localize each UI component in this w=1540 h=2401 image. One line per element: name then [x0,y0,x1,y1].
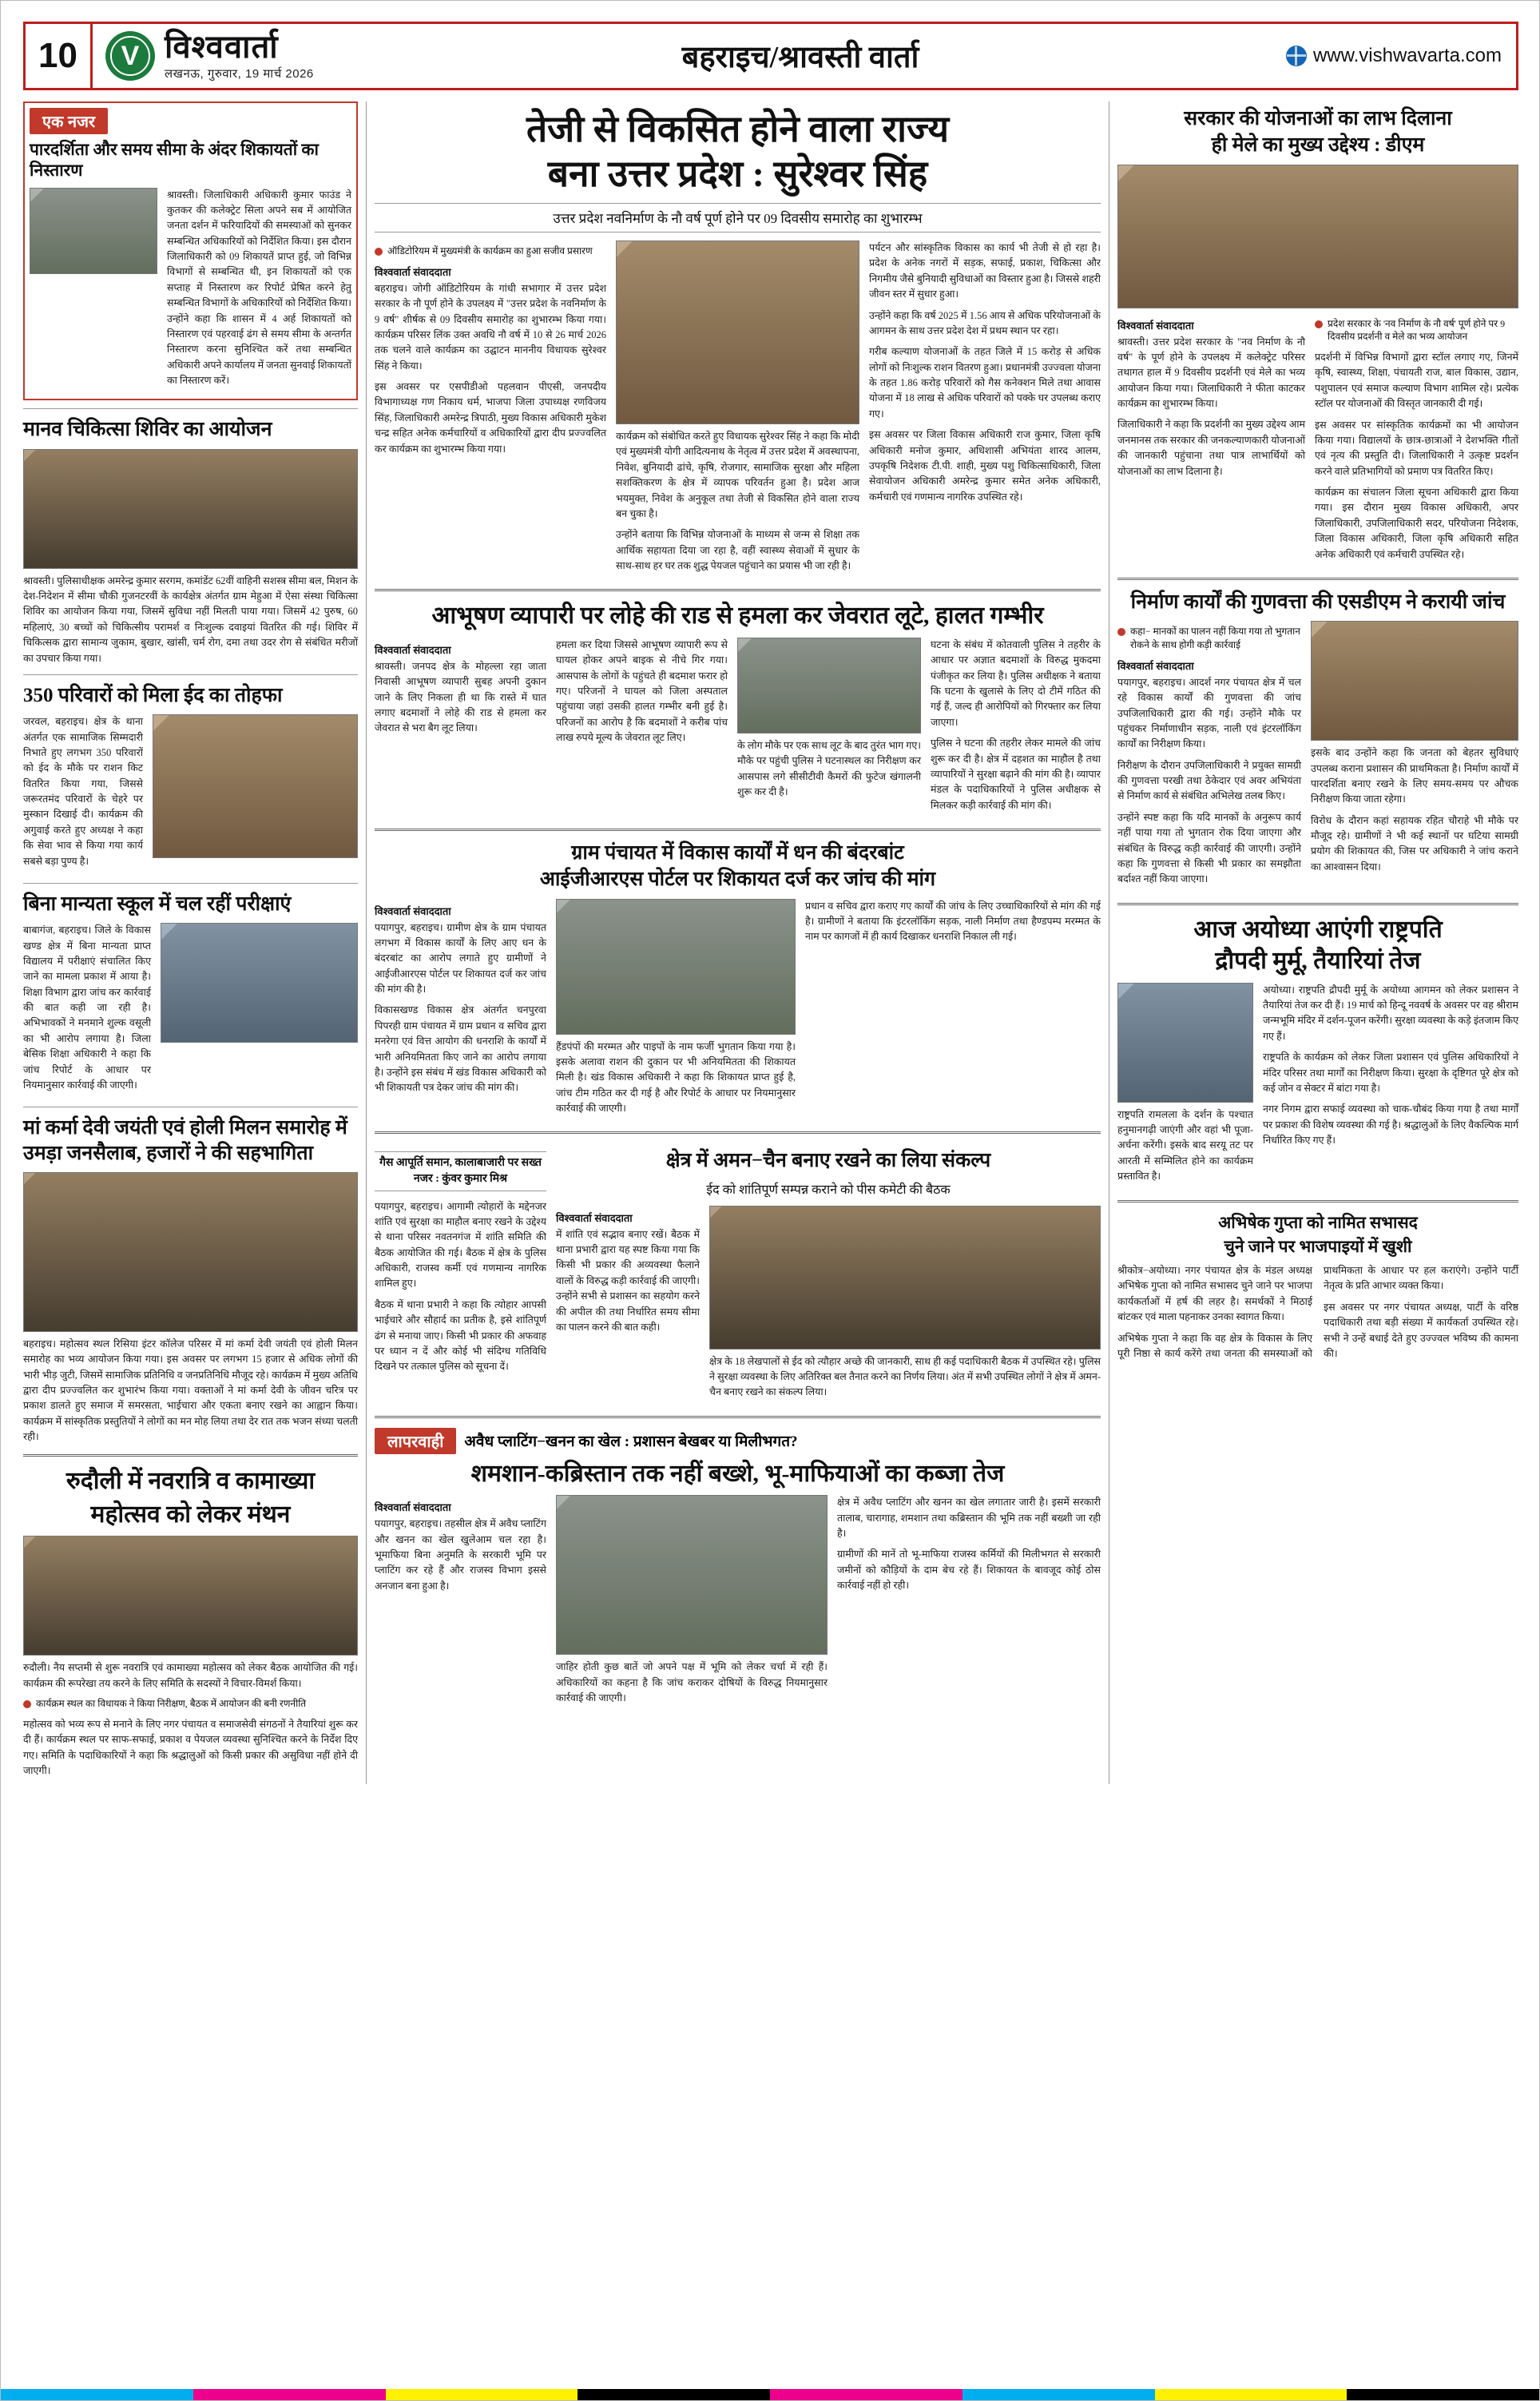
news1-body-lead: श्रावस्ती। जिलाधिकारी अधिकारी कुमार फाउंड ने कुतकर की कलेक्ट्रेट सिला अपने सब में आयोजित जनता दर्शन में फरियादियों की समस्याओं को सुनकर सम्बन्धित अधिकारियों को निर्देशित किया। इस दौरान जिलाधिकारी को 09 शिकायतें प्राप्त हुई, जो विभिन्न विभागों से सम्बन्धित थी, इन शिकायतों को एक सप्ताह में निस्तारण कर रिपोर्ट प्रेषित करने हेतु सम्बन्धित विभागों के अधिकारियों को निर्देशित किया। उन्होंने कहा कि शासन में 4 अर्ह शिकायतों को निस्तारण एवं पहरवाई ढंग से समय सीमा के अन्तर्गत निस्तारण करना सुनिश्चित करें तथा सम्बन्धित अधिकारी अपने कार्यालय में जनता सुनवाई शिकायतों का निस्तारण करें। [167,189,352,386]
column-right [1109,101,1518,1784]
news1-photo [30,188,157,274]
top-caption [1315,317,1518,344]
bullet-icon [23,1700,31,1708]
lead-byline: विश्ववार्ता संवाददाता [375,265,451,278]
column-left [23,101,367,1784]
reg-black [578,2389,770,2400]
lead-p5: इस अवसर पर जिला विकास अधिकारी राज कुमार, जिला कृषि अधिकारी मनोज कुमार, अधिशासी अभियंता शारद आलम, उपकृषि निदेशक टी.पी. शाही, मुख्य पशु चिकित्साधिकारी, जिला सेवायोजन अधिकारी अमरेन्द्र कुमार समेत अनेक अधिकारी, कर्मचारी एवं गणमान्य नागरिक उपस्थित रहे। [869,429,1101,503]
sdm-p5: विरोध के दौरान कहां सहायक रहित चौराहे भी मौके पर मौजूद रहे। ग्रामीणों ने भी कई स्थानों पर घटिया सामग्री प्रयोग की शिकायत की, जिस पर अधिकारी ने जांच कराने का आश्वासन दिया। [1311,814,1518,873]
top-p1: श्रावस्ती। उत्तर प्रदेश सरकार के "नव निर्माण के नौ वर्ष" के पूर्ण होने के उपलक्ष्य में कलेक्ट्रेट परिसर तथागत हाल में 9 दिवसीय प्रदर्शनी एवं मेले का भव्य आयोजन किया गया। जिलाधिकारी ने फीता काटकर कार्यक्रम का शुभारम्भ किया। [1117,336,1305,409]
attack-p2: हमला कर दिया जिससे आभूषण व्यापारी रूप से घायल होकर अपने बाइक से नीचे गिर गया। आसपास के लोगों के पहुंचते ही बदमाश फरार हो गए। परिजनों ने घायल को जिला अस्पताल पहुंचाया जहां उसकी हालत गम्भीर बनी हुई है। परिजनों का आरोप है कि बदमाशों ने करीब पांच लाख रुपये मूल्य के जेवरात लूट लिए। [556,638,728,744]
gupta-p2: अभिषेक गुप्ता ने कहा कि वह क्षेत्र के विकास के लिए पूरी निष्ठा से कार्य करेंगे तथा जनता की समस्याओं को प्राथमिकता के आधार पर हल कराएंगे। उन्होंने पार्टी नेतृत्व के प्रति आभार व्यक्त किया। [1117,1265,1518,1359]
lead-p8: गरीब कल्याण योजनाओं के तहत जिले में 15 करोड़ से अधिक लोगों को निःशुल्क राशन वितरण हुआ। प्रधानमंत्री उज्ज्वला योजना के तहत 1.86 करोड़ परिवारों को गैस कनेक्शन मिले तथा आवास योजना में 18 लाख से अधिक परिवारों को पक्के घर उपलब्ध कराए गए। [869,346,1101,419]
mafia-p2: क्षेत्र में अवैध प्लाटिंग और खनन का खेल लगातार जारी है। इसमें सरकारी तालाब, चारागाह, शमशान तथा कब्रिस्तान की भूमि तक नहीं बख्शी जा रही है। [837,1497,1101,1539]
top-headline-line2: ही मेले का मुख्य उद्देश्य : डीएम [1211,134,1425,157]
top-p3: प्रदर्शनी में विभिन्न विभागों द्वारा स्टॉल लगाए गए, जिनमें कृषि, स्वास्थ्य, शिक्षा, पंचायती राज, बाल विकास, उद्यान, पशुपालन एवं समाज कल्याण विभाग शामिल रहे। प्रत्येक स्टॉल पर योजनाओं की विस्तृत जानकारी दी गई। [1315,352,1518,410]
color-registration-bar [1,2389,1539,2400]
news3-photo [153,714,358,858]
bullet-icon [1315,320,1323,328]
gram-byline: विश्ववार्ता संवाददाता [375,904,451,917]
lead-headline-line2: बना उत्तर प्रदेश : सुरेश्वर सिंह [547,153,928,194]
sdm-headline: निर्माण कार्यों की गुणवत्ता की एसडीएम ने करायी जांच [1130,590,1506,613]
news5-headline: मां कर्मा देवी जयंती एवं होली मिलन समारोह में उमड़ा जनसैलाब, हजारों ने की सहभागिता [23,1117,347,1164]
rudauli-headline-line2: महोत्सव को लेकर मंथन [90,1501,291,1528]
president-photo [1117,983,1253,1103]
sdm-p2: निरीक्षण के दौरान उपजिलाधिकारी ने प्रयुक्त सामग्री की गुणवत्ता परखी तथा ठेकेदार एवं अवर अभियंता से निर्माण कार्य से संबंधित अभिलेख तलब किए। [1117,759,1301,802]
gupta-headline-line2: चुने जाने पर भाजपाइयों में खुशी [1224,1236,1412,1256]
brand-name: विश्ववार्ता [165,29,279,65]
mafia-byline: विश्ववार्ता संवाददाता [375,1501,451,1514]
ek-nazar-box [23,101,358,400]
section-title: बहराइच/श्रावस्ती वार्ता [681,41,919,74]
news5-photo [23,1172,358,1332]
top-byline: विश्ववार्ता संवाददाता [1117,319,1194,332]
sdm-p4: इसके बाद उन्होंने कहा कि जनता को बेहतर सुविधाएं उपलब्ध कराना प्रशासन की प्राथमिकता है। निर्माण कार्यों में पारदर्शिता बनाए रखने के लिए समय-समय पर औचक निरीक्षण किया जाता रहेगा। [1311,747,1518,805]
peace-p1: पयागपुर, बहराइच। आगामी त्योहारों के मद्देनजर शांति एवं सुरक्षा का माहौल बनाए रखने के उद्देश्य से थाना परिसर नवतनगंज में शांति समिति की बैठक आयोजित की गई। बैठक में क्षेत्र के पुलिस अधिकारी, राजस्व कर्मी एवं गणमान्य नागरिक शामिल हुए। [375,1200,546,1290]
website-url[interactable] [1165,45,1516,67]
top-headline-line1: सरकार की योजनाओं का लाभ दिलाना [1184,108,1452,129]
top-photo [1117,165,1518,308]
bullet-icon [1117,628,1125,636]
peace-p3: में शांति एवं सद्भाव बनाए रखें। बैठक में थाना प्रभारी द्वारा यह स्पष्ट किया गया कि किसी भी प्रकार की अव्यवस्था फैलाने वालों के विरुद्ध कड़ी कार्रवाई की जाएगी। उन्होंने सभी से प्रशासन का सहयोग करने की अपील की तथा निर्धारित समय सीमा का पालन करने की बात कही। [556,1228,700,1333]
reg-cyan [1,2389,193,2400]
masthead [23,22,1518,90]
lead-subhead: उत्तर प्रदेश नवनिर्माण के नौ वर्ष पूर्ण होने पर 09 दिवसीय समारोह का शुभारम्भ [375,203,1101,233]
sdm-subhead: कहा− मानकों का पालन नहीं किया गया तो भुगतान रोकने के साथ होगी कड़ी कार्रवाई [1130,626,1300,651]
gram-photo [556,899,796,1035]
president-headline-line2: द्रौपदी मुर्मू, तैयारियां तेज [1215,948,1421,975]
top-p4: इस अवसर पर सांस्कृतिक कार्यक्रमों का भी आयोजन किया गया। विद्यालयों के छात्र-छात्राओं ने देशभक्ति गीतों एवं नृत्य की प्रस्तुति दी। जिलाधिकारी ने उत्कृष्ट प्रदर्शन करने वाले प्रतिभागियों को प्रमाण पत्र वितरित किए। [1315,419,1518,477]
attack-byline: विश्ववार्ता संवाददाता [375,643,451,656]
peace-p2: बैठक में थाना प्रभारी ने कहा कि त्योहार आपसी भाईचारे और सौहार्द का प्रतीक है, इसे शांतिपूर्ण ढंग से मनाया जाए। किसी भी प्रकार की अफवाह पर ध्यान न दें और कोई भी संदिग्ध गतिविधि दिखने पर तत्काल पुलिस को सूचना दें। [375,1298,546,1373]
attack-p5: पुलिस ने घटना की तहरीर लेकर मामले की जांच शुरू कर दी है। क्षेत्र में दहशत का माहौल है तथा व्यापारियों ने सुरक्षा बढ़ाने की मांग की है। व्यापार मंडल के पदाधिकारियों ने पुलिस अधीक्षक से मिलकर कड़ी कार्रवाई की मांग की। [931,737,1101,811]
bullet-icon [375,248,383,256]
lead-p3: कार्यक्रम को संबोधित करते हुए विधायक सुरेश्वर सिंह ने कहा कि मोदी एवं मुख्यमंत्री योगी आदित्यनाथ के नेतृत्व में उत्तर प्रदेश में अवस्थापना, निवेश, बुनियादी ढांचे, कृषि, रोजगार, सामाजिक सुरक्षा और महिला सशक्तिकरण के क्षेत्र में व्यापक परिवर्तन हुआ है। प्रदेश आज भयमुक्त, निवेश के अनुकूल तथा तेजी से विकसित होने वाला राज्य बन चुका है। [616,431,859,519]
rudauli-caption [23,1697,358,1711]
reg-magenta [193,2389,386,2400]
gupta-headline-line1: अभिषेक गुप्ता को नामित सभासद [1218,1212,1418,1232]
lead-photo [616,240,859,424]
peace-headline: क्षेत्र में अमन−चैन बनाए रखने का लिया संकल्प [665,1150,991,1172]
gas-sub-head: गैस आपूर्ति समान, कालाबाजारी पर सख्त नजर : कुंवर कुमार मिश्र [379,1157,542,1185]
lead-p4: उन्होंने बताया कि विभिन्न योजनाओं के माध्यम से जन्म से शिक्षा तक आर्थिक सहायता दिया जा रहा है, वहीं स्वास्थ्य सेवाओं में सुधार के साथ-साथ हर घर तक शुद्ध पेयजल पहुंचाने का प्रयास भी जा रही है। [616,529,859,571]
peace-photo [709,1206,1101,1350]
rudauli-caption-text: कार्यक्रम स्थल का विधायक ने किया निरीक्षण, बैठक में आयोजन की बनी रणनीति [36,1698,307,1710]
reg-black-2 [1347,2389,1539,2400]
sdm-photo [1311,621,1518,741]
page-number: 10 [26,24,93,88]
rudauli-byline: रुदौली। नैय सप्तमी से शुरू नवरात्रि एवं कामाख्या महोत्सव को लेकर बैठक आयोजित की गई। कार्यक्रम की रूपरेखा तय करने के लिए समिति के सदस्यों ने विचार-विमर्श किया। [23,1662,358,1689]
lead-p6: पर्यटन और सांस्कृतिक विकास का कार्य भी तेजी से हो रहा है। प्रदेश के अनेक नगरों में सड़क, सफाई, प्रकाश, चिकित्सा और निगमीय जैसे बुनियादी सुविधाओं का विस्तार हुआ है। जिससे शहरी जीवन स्तर में सुधार हुआ। [869,242,1101,300]
top-p2: जिलाधिकारी ने कहा कि प्रदर्शनी का मुख्य उद्देश्य आम जनमानस तक सरकार की जनकल्याणकारी योजनाओं की जानकारी पहुंचाना तथा पात्र लाभार्थियों को योजनाओं का लाभ दिलाना है। [1117,419,1305,477]
mafia-p1: पयागपुर, बहराइच। तहसील क्षेत्र में अवैध प्लाटिंग और खनन का खेल खुलेआम चल रहा है। भूमाफिया बिना अनुमति के सरकारी भूमि पर प्लाटिंग कर रहे हैं और राजस्व विभाग इससे अनजान बना हुआ है। [375,1518,546,1592]
lead-p2: इस अवसर पर एसपीडीओ पहलवान पीएसी, जनपदीय विभागाध्यक्ष गण निकाय धर्म, भाजपा जिला उपाध्यक्ष रणविजय सिंह, जिलाधिकारी अमरेन्द्र त्रिपाठी, मुख्य विकास अधिकारी मुकेश चन्द्र सहित अनेक कर्मचारियों व अधिकारियों द्वारा दीप प्रज्ज्वलित कर कार्यक्रम का शुभारम्भ किया गया। [375,381,606,455]
attack-p3: के लोग मौके पर एक साथ लूट के बाद तुरंत भाग गए। मौके पर पहुंची पुलिस ने घटनास्थल का निरीक्षण कर आसपास लगे सीसीटीवी कैमरों की फुटेज खंगालनी शुरू कर दी है। [737,739,921,797]
gram-headline-line2: आईजीआरएस पोर्टल पर शिकायत दर्ज कर जांच की मांग [539,869,936,891]
reg-yellow-2 [1155,2389,1348,2400]
attack-p4: घटना के संबंध में कोतवाली पुलिस ने तहरीर के आधार पर अज्ञात बदमाशों के विरुद्ध मुकदमा पंजीकृत कर लिया है। पुलिस अधीक्षक ने बताया कि घटना के खुलासे के लिए दो टीमें गठित की गई हैं, जल्द ही आरोपियों को गिरफ्तार कर लिया जाएगा। [931,638,1101,728]
rudauli-photo [23,1536,358,1656]
lead-p1: बहराइच। जोगी ऑडिटोरियम के गांधी सभागार में उत्तर प्रदेश सरकार के नौ पूर्ण होने के उपलक्ष्य में "उत्तर प्रदेश के नवनिर्माण के 9 वर्ष" शीर्षक से 09 दिवसीय समारोह का शुभारम्भ किया गया। कार्यक्रम परिसर लिंक उक्त अवधि नौ वर्ष में 10 से 26 मार्च 2026 तक चलने वाले कार्यक्रम का उद्घाटन माननीय विधायक सुरेश्वर सिंह ने किया। [375,282,606,372]
news3-headline: 350 परिवारों को मिला ईद का तोहफा [23,684,283,706]
reg-cyan-2 [963,2389,1155,2400]
president-p3: नगर निगम द्वारा सफाई व्यवस्था को चाक-चौबंद किया गया है तथा मार्गों पर प्रकाश की विशेष व्यवस्था की गई है। श्रद्धालुओं के लिए वैकल्पिक मार्ग निर्धारित किए गए हैं। [1263,1103,1518,1147]
gupta-p1: श्रीकोत्र−अयोध्या। नगर पंचायत क्षेत्र के मंडल अध्यक्ष अभिषेक गुप्ता को नामित सभासद चुने जाने पर भाजपा कार्यकर्ताओं में हर्ष की लहर है। समर्थकों ने मिठाई बांटकर एवं माला पहनाकर उनका स्वागत किया। [1117,1265,1312,1323]
news4-photo [161,923,358,1043]
sdm-byline: विश्ववार्ता संवाददाता [1117,659,1194,672]
news4-body: बाबागंज, बहराइच। जिले के विकास खण्ड क्षेत्र में बिना मान्यता प्राप्त विद्यालय में परीक्षाएं संचालित किए जाने का मामला प्रकाश में आया है। शिक्षा विभाग द्वारा जांच कर कार्रवाई की बात कही जा रही है। अभिभावकों ने मनमाने शुल्क वसूली का भी आरोप लगाया है। जिला बेसिक शिक्षा अधिकारी ने कहा कि जांच रिपोर्ट के आधार पर नियमानुसार कार्रवाई की जाएगी। [23,924,151,1091]
careless-subhead: अवैध प्लाटिंग−खनन का खेल : प्रशासन बेखबर या मिलीभगत? [464,1433,798,1451]
website-text: www.vishwavarta.com [1312,45,1502,66]
reg-magenta-2 [770,2389,963,2400]
column-center [367,101,1109,1784]
news2-headline: मानव चिकित्सा शिविर का आयोजन [23,419,272,441]
logo-block [93,30,436,81]
lead-headline-line1: तेजी से विकसित होने वाला राज्य [526,109,950,149]
top-caption-text: प्रदेश सरकार के 'नव निर्माण के नौ वर्ष' पूर्ण होने पर 9 दिवसीय प्रदर्शनी व मेले का भव्य आयोजन [1328,317,1506,343]
vishwavarta-logo-icon: V [105,31,155,81]
reg-yellow [386,2389,578,2400]
ek-nazar-tag: एक नजर [30,108,108,134]
president-p2: राष्ट्रपति रामलला के दर्शन के पश्चात हनुमानगढ़ी जाएंगी और वहां भी पूजा-अर्चना करेंगी। इसके बाद सरयू तट पर आरती में सम्मिलित होने का कार्यक्रम प्रस्तावित है। [1117,1108,1253,1183]
news4-headline: बिना मान्यता स्कूल में चल रहीं परीक्षाएं [23,892,292,915]
attack-headline: आभूषण व्यापारी पर लोहे की राड से हमला कर जेवरात लूटे, हालत गम्भीर [431,602,1044,630]
sdm-caption [1117,625,1301,652]
news3-body: जरवल, बहराइच। क्षेत्र के थाना अंतर्गत एक सामाजिक सिम्मदारी निभाते हुए लगभग 350 परिवारों को ईद के मौके पर राशन किट वितरित किया गया, जिससे जरूरतमंद परिवारों के चेहरे पर मुस्कान दिखाई दी। कार्यक्रम की अगुवाई करते हुए अध्यक्ष ने कहा कि सेवा भाव से किया गया कार्य सबसे बड़ा पुण्य है। [23,716,143,867]
gram-p3: प्रधान व सचिव द्वारा कराए गए कार्यों की जांच के लिए उच्चाधिकारियों से मांग की गई है। ग्रामीणों ने बताया कि इंटरलॉकिंग सड़क, नाली निर्माण तथा हैण्डपम्प मरम्मत के नाम पर कागजों में ही कार्य दिखाकर धनराशि निकाल ली गई। [805,900,1101,943]
mafia-headline: शमशान-कब्रिस्तान तक नहीं बख्शे, भू-माफियाओं का कब्जा तेज [470,1460,1005,1487]
attack-photo [737,638,921,733]
news5-body: बहराइच। महोत्सव स्थल रिसिया इंटर कॉलेज परिसर में मां कर्मा देवी जयंती एवं होली मिलन समारोह का भव्य आयोजन किया गया। इस अवसर पर लगभग 15 हजार से अधिक लोगों की भारी भीड़ जुटी, जिसमें सामाजिक प्रतिनिधि व जनप्रतिनिधि मौजूद रहे। कार्यक्रम में मुख्य अतिथि द्वारा दीप प्रज्ज्वलित कर शुभारंभ किया गया। वक्ताओं ने मां कर्मा देवी के जीवन चरित्र पर प्रकाश डालते हुए समाज में समरसता, भाईचारा और एकता बनाए रखने का आह्वान किया। कार्यक्रम में सांस्कृतिक प्रस्तुतियों ने लोगों का मन मोह लिया तथा देर रात तक भजन संध्या चलती रही। [23,1338,358,1442]
careless-tag: लापरवाही [375,1428,456,1454]
gram-p4: हैंडपंपों की मरम्मत और पाइपों के नाम फर्जी भुगतान किया गया है। इसके अलावा राशन की दुकान पर भी अनियमितता की शिकायत मिली है। खंड विकास अधिकारी ने कहा कि शिकायत प्राप्त हुई है, जांच टीम गठित कर दी गई है और रिपोर्ट के आधार पर नियमानुसार कार्रवाई की जाएगी। [556,1040,796,1114]
news2-body: श्रावस्ती। पुलिसाधीक्षक अमरेन्द्र कुमार सरगम, कमांडेंट 62वीं वाहिनी सशस्त्र सीमा बल, मिशन के देश-निदेशन में सीमा चौकी गुजनटरवीं के कार्यक्षेत्र अंतर्गत ग्राम मेहुआ में ऐसा संस्था चिकित्सा शिविर का आयोजन किया गया, जिसमें सुविधा नहीं मिलती पाया गया। जिसमें 42 पुरुष, 60 महिलाएं, 30 बच्चों को चिकित्सीय परामर्श व निःशुल्क दवाइयां वितरित की गई। शिविर में चिकित्सक द्वारा सामान्य जुकाम, बुखार, खांसी, चर्म रोग, दमा तथा उदर रोग से संबंधित मरीजों का उपचार किया गया। [23,574,358,664]
mafia-photo [556,1495,828,1655]
lead-caption-text: ऑडिटोरियम में मुख्यमंत्री के कार्यक्रम का हुआ सजीव प्रसारण [387,245,593,256]
sdm-p3: उन्होंने स्पष्ट कहा कि यदि मानकों के अनुरूप कार्य नहीं पाया गया तो भुगतान रोक दिया जाएगा और संबंधित के विरुद्ध कड़ी कार्रवाई की जाएगी। उन्होंने कहा कि गुणवत्ता से किसी भी प्रकार का समझौता बर्दाश्त नहीं किया जाएगा। [1117,811,1301,885]
globe-icon [1286,46,1307,66]
edition-line: लखनऊ, गुरुवार, 19 मार्च 2026 [165,67,314,81]
lead-p7: उन्होंने कहा कि वर्ष 2025 में 1.56 आय से अधिक परियोजनाओं के आगमन के साथ उत्तर प्रदेश देश में प्रथम स्थान पर रहा। [869,309,1101,336]
peace-subhead: ईद को शांतिपूर्ण सम्पन्न कराने को पीस कमेटी की बैठक [706,1183,951,1197]
page-body [23,101,1518,1784]
news2-photo [23,449,358,569]
gram-p2: विकासखण्ड विकास क्षेत्र अंतर्गत चनपुरवा पिपरही ग्राम पंचायत में ग्राम प्रधान व सचिव द्वारा मनरेगा एवं वित्त आयोग की धनराशि के कार्यों में भारी अनियमितता किए जाने का आरोप लगाया है। उन्होंने इस संबंध में खंड विकास अधिकारी को भी शिकायती पत्र देकर जांच की मांग की। [375,1004,546,1094]
mafia-p4: जाहिर होती कुछ बातें जो अपने पक्ष में भूमि को लेकर चर्चा में रही हैं। अधिकारियों का कहना है कि जांच कराकर दोषियों के विरुद्ध नियमानुसार कार्रवाई की जाएगी। [556,1661,828,1703]
peace-byline: विश्ववार्ता संवाददाता [556,1211,633,1224]
rudauli-headline-line1: रुदौली में नवरात्रि व कामाख्या [65,1468,316,1495]
gram-headline-line1: ग्राम पंचायत में विकास कार्यों में धन की बंदरबांट [571,842,904,864]
president-headline-line1: आज अयोध्या आएंगी राष्ट्रपति [1193,916,1443,943]
attack-p1: श्रावस्ती। जनपद क्षेत्र के मोहल्ला रहा जाता निवासी आभूषण व्यापारी सुबह अपनी दुकान जाने के लिए निकला ही था कि रास्ते में घात लगाए बदमाशों ने लोहे की राड से हमला कर जेवरात से भरा बैग लूट लिया। [375,660,546,734]
rudauli-body: महोत्सव को भव्य रूप से मनाने के लिए नगर पंचायत व समाजसेवी संगठनों ने तैयारियां शुरू कर दी हैं। कार्यक्रम स्थल पर साफ-सफाई, प्रकाश व पेयजल व्यवस्था सुनिश्चित करने के निर्देश दिए गए। समिति के पदाधिकारियों ने कहा कि श्रद्धालुओं को किसी प्रकार की असुविधा नहीं होने दी जाएगी। [23,1718,358,1777]
top-p5: कार्यक्रम का संचालन जिला सूचना अधिकारी द्वारा किया गया। इस दौरान मुख्य विकास अधिकारी, अपर जिलाधिकारी, उपजिलाधिकारी सदर, परियोजना निदेशक, जिला विकास अधिकारी, जिला कृषि अधिकारी सहित अनेक अधिकारी एवं कर्मचारी उपस्थित रहे। [1315,487,1518,560]
gram-p1: पयागपुर, बहराइच। ग्रामीण क्षेत्र के ग्राम पंचायत लगभग में विकास कार्यों के लिए आए धन के बंदरबांट का आरोप लगाते हुए ग्रामीणों ने आईजीआरएस पोर्टल पर शिकायत दर्ज कर जांच की मांग की है। [375,921,546,995]
peace-p4: क्षेत्र के 18 लेखपालों से ईद को त्यौहार अच्छे की जानकारी, साथ ही कई पदाधिकारी बैठक में उपस्थित रहे। पुलिस ने सुरक्षा व्यवस्था के लिए अतिरिक्त बल तैनात करने का निर्णय लिया। अंत में सभी उपस्थित लोगों ने क्षेत्र में अमन-चैन बनाए रखने का संकल्प लिया। [709,1355,1101,1398]
lead-caption [375,244,606,258]
president-byline: अयोध्या। राष्ट्रपति द्रौपदी मुर्मू के अयोध्या आगमन को लेकर प्रशासन ने तैयारियां तेज कर दी हैं। 19 मार्च को हिन्दू नववर्ष के अवसर पर वह श्रीराम जन्मभूमि मंदिर में दर्शन-पूजन करेंगी। सुरक्षा व्यवस्था के कड़े इंतजाम किए गए हैं। [1263,984,1518,1042]
president-p1: राष्ट्रपति के कार्यक्रम को लेकर जिला प्रशासन एवं पुलिस अधिकारियों ने मंदिर परिसर तथा मार्गों का निरीक्षण किया। सुरक्षा के दृष्टिगत पूरे क्षेत्र को कई जोन व सेक्टर में बांटा गया है। [1263,1051,1518,1094]
mafia-p3: ग्रामीणों की मानें तो भू-माफिया राजस्व कर्मियों की मिलीभगत से सरकारी जमीनों को कौड़ियों के दाम बेच रहे हैं। शिकायत के बावजूद कोई ठोस कार्रवाई नहीं हो रही। [837,1548,1101,1592]
news1-headline: पारदर्शिता और समय सीमा के अंदर शिकायतों का निस्तारण [30,140,319,181]
gupta-p3: इस अवसर पर नगर पंचायत अध्यक्ष, पार्टी के वरिष्ठ पदाधिकारी तथा बड़ी संख्या में कार्यकर्ता उपस्थित रहे। सभी ने उन्हें बधाई देते हुए उज्ज्वल भविष्य की कामना की। [1324,1301,1518,1359]
sdm-p1: पयागपुर, बहराइच। आदर्श नगर पंचायत क्षेत्र में चल रहे विकास कार्यों की गुणवत्ता की जांच उपजिलाधिकारी द्वारा की गई। उन्होंने मौके पर पहुंचकर निर्माणाधीन सड़क, नाली एवं इंटरलॉकिंग कार्यों का निरीक्षण किया। [1117,676,1301,750]
